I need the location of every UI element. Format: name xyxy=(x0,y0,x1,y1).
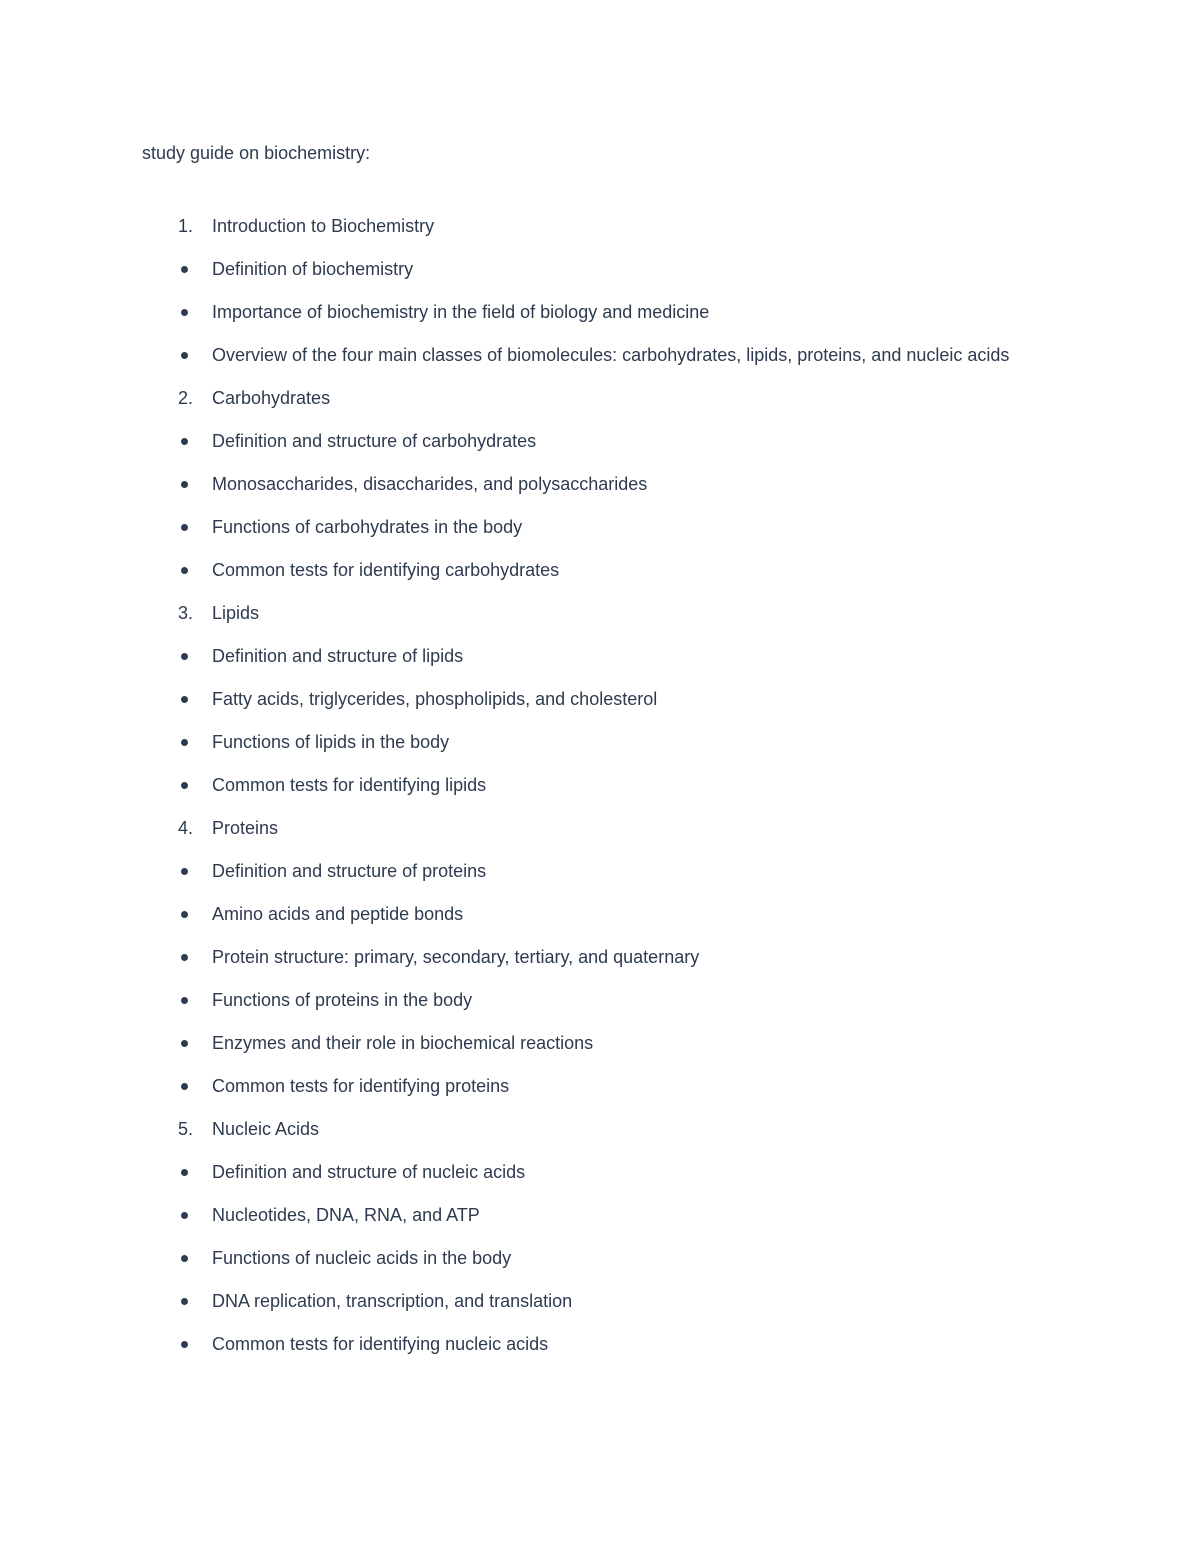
list-item xyxy=(178,334,1060,377)
list-item xyxy=(178,807,1060,850)
list-item xyxy=(178,377,1060,420)
list-item-text: Lipids xyxy=(212,603,260,623)
page-title: study guide on biochemistry: xyxy=(142,143,371,163)
bullet-icon xyxy=(181,1040,188,1047)
list-item xyxy=(178,1237,1060,1280)
bullet-icon xyxy=(181,524,188,531)
list-item-text: Definition and structure of nucleic acids xyxy=(212,1162,526,1182)
list-item xyxy=(178,1323,1060,1366)
list-item xyxy=(178,205,1060,248)
list-item-text: Nucleic Acids xyxy=(212,1119,320,1139)
list-item xyxy=(178,936,1060,979)
study-guide-list xyxy=(142,205,1060,1366)
bullet-icon xyxy=(181,266,188,273)
list-item-text: Common tests for identifying carbohydrates xyxy=(212,560,560,580)
list-item-text: Definition and structure of proteins xyxy=(212,861,487,881)
list-item-text: Fatty acids, triglycerides, phospholipids, and cholesterol xyxy=(212,689,658,709)
list-item xyxy=(178,592,1060,635)
list-item xyxy=(178,850,1060,893)
list-item-text: Definition and structure of lipids xyxy=(212,646,464,666)
list-number: 2. xyxy=(178,388,194,408)
bullet-icon xyxy=(181,696,188,703)
bullet-icon xyxy=(181,954,188,961)
list-item-text: Common tests for identifying proteins xyxy=(212,1076,510,1096)
bullet-icon xyxy=(181,868,188,875)
bullet-icon xyxy=(181,1212,188,1219)
list-item xyxy=(178,721,1060,764)
list-item xyxy=(178,678,1060,721)
list-item-text: Overview of the four main classes of biomolecules: carbohydrates, lipids, proteins, and nucleic acids xyxy=(212,345,1010,365)
list-item xyxy=(178,979,1060,1022)
list-item-text: Monosaccharides, disaccharides, and polysaccharides xyxy=(212,474,648,494)
bullet-icon xyxy=(181,1255,188,1262)
bullet-icon xyxy=(181,352,188,359)
list-item xyxy=(178,1108,1060,1151)
bullet-icon xyxy=(181,1083,188,1090)
list-item-text: Amino acids and peptide bonds xyxy=(212,904,464,924)
bullet-icon xyxy=(181,997,188,1004)
list-item xyxy=(178,248,1060,291)
list-item xyxy=(178,1280,1060,1323)
list-item xyxy=(178,1151,1060,1194)
list-item-text: Proteins xyxy=(212,818,279,838)
bullet-icon xyxy=(181,567,188,574)
list-number: 4. xyxy=(178,818,194,838)
bullet-icon xyxy=(181,481,188,488)
list-item xyxy=(178,549,1060,592)
list-item xyxy=(178,893,1060,936)
list-item-text: Importance of biochemistry in the field of biology and medicine xyxy=(212,302,710,322)
list-number: 1. xyxy=(178,216,194,236)
bullet-icon xyxy=(181,438,188,445)
bullet-icon xyxy=(181,739,188,746)
list-item-text: Protein structure: primary, secondary, tertiary, and quaternary xyxy=(212,947,700,967)
list-number: 5. xyxy=(178,1119,194,1139)
bullet-icon xyxy=(181,1298,188,1305)
list-item-text: Functions of carbohydrates in the body xyxy=(212,517,523,537)
list-item-text: Functions of proteins in the body xyxy=(212,990,473,1010)
list-item-text: Carbohydrates xyxy=(212,388,331,408)
list-item-text: Nucleotides, DNA, RNA, and ATP xyxy=(212,1205,480,1225)
bullet-icon xyxy=(181,653,188,660)
list-item-text: Enzymes and their role in biochemical reactions xyxy=(212,1033,594,1053)
list-item xyxy=(178,1065,1060,1108)
list-item xyxy=(178,291,1060,334)
list-item-text: Functions of lipids in the body xyxy=(212,732,450,752)
list-item-text: Common tests for identifying lipids xyxy=(212,775,487,795)
list-item xyxy=(178,635,1060,678)
list-item xyxy=(178,506,1060,549)
list-item-text: DNA replication, transcription, and translation xyxy=(212,1291,573,1311)
list-item xyxy=(178,463,1060,506)
list-item xyxy=(178,1194,1060,1237)
bullet-icon xyxy=(181,782,188,789)
bullet-icon xyxy=(181,1341,188,1348)
list-item-text: Introduction to Biochemistry xyxy=(212,216,435,236)
list-item xyxy=(178,420,1060,463)
list-item xyxy=(178,764,1060,807)
list-item-text: Definition and structure of carbohydrates xyxy=(212,431,537,451)
bullet-icon xyxy=(181,309,188,316)
list-item-text: Functions of nucleic acids in the body xyxy=(212,1248,512,1268)
list-number: 3. xyxy=(178,603,194,623)
list-item-text: Definition of biochemistry xyxy=(212,259,414,279)
list-item xyxy=(178,1022,1060,1065)
bullet-icon xyxy=(181,911,188,918)
list-item-text: Common tests for identifying nucleic acids xyxy=(212,1334,549,1354)
bullet-icon xyxy=(181,1169,188,1176)
